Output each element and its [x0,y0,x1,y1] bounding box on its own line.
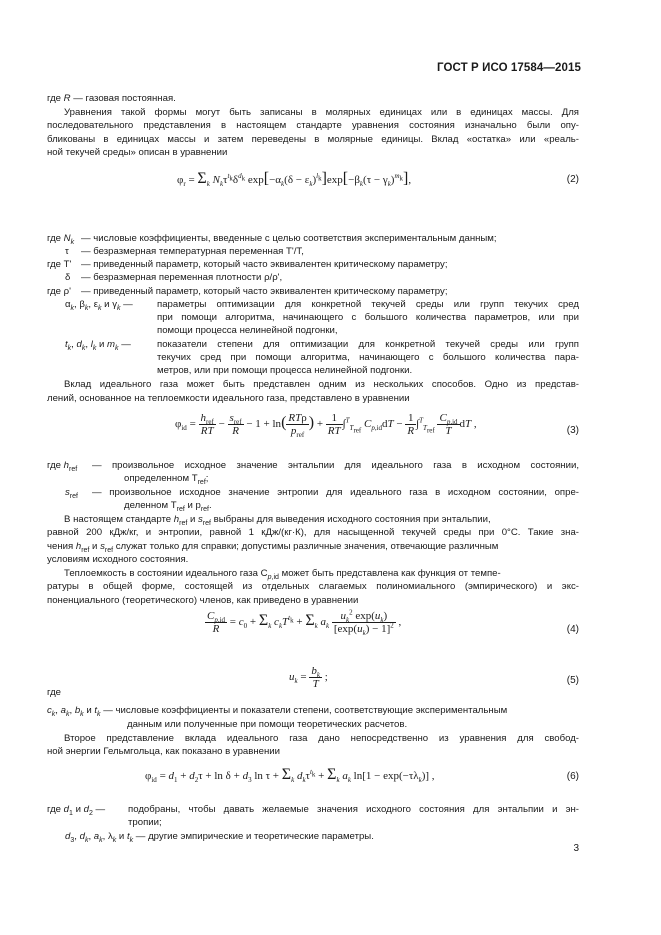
text-line: Второе представление вклада идеального газа дано непосредственно из уравнения для свобод- [64,733,579,744]
definition-term: $\alpha_k$, $\beta_k$, $\varepsilon_k$ и $\gamma_k$ — [65,299,133,312]
equation-number: (3) [566,425,579,436]
standard-header: ГОСТ Р ИСО 17584—2015 [436,62,581,74]
definition-text: $c_k$, $a_k$, $b_k$ и $t_k$ — числовые коэффициенты и показатели степени, соответствующие экспериментальным [47,705,508,718]
text-line: равной 200 кДж/кг, и энтропии, равной 1 кДж/(кг·К), для насыщенной текучей среды при 0°С. Такие зна- [47,527,579,538]
text-line: поненциального (теоретического) членов, как приведено в уравнении [47,595,359,606]
text-line: ратуры в общей форме, состоящей из отдельных слагаемых полиномиального (эмпирического) и экс- [47,581,579,592]
text-line: где [47,687,62,698]
definition-term: $t_k$, $d_k$, $l_k$ и $m_k$ — [65,339,131,352]
equation-5: $u_k$ = $\frac{b_k}{T}$ ; [289,665,328,690]
page-number: 3 [573,843,579,854]
definition-term: где $h_{ref}$ [47,460,78,473]
equation-3: $\varphi_{id}$ = $\frac{h_{ref}}{RT}$ − $\frac{s_{ref}}{R}$ − 1 + ln( $\frac{\text{RTρ}}{p_{ref}}$ ) + $\frac{1}{RT}$ ∫$^T_{T_{ref}}$ $C_{p,id}dT$ − $\frac{1}{R}$ ∫$^T_{T_{ref}}$ $\frac{C_{p,id}}{T}$ dT , [175,412,477,440]
definition-text: помощи процесса нелинейной подгонки, [157,325,338,336]
definition-text: параметры оптимизации для конкретной текучей среды или групп текучих сред [157,299,579,310]
text-line: Вклад идеального газа может быть представлен одним из нескольких способов. Одно из представ- [64,379,579,390]
definition-text: текучих сред при помощи алгоритма, начинающего с большого количества пара- [157,352,579,363]
text-line: лений, основанное на теплоемкости идеального газа, представлено в уравнении [47,393,410,404]
text-line: бликованы в единицах массы и затем переведены в молярные единицы. Вклад «остатка» или «реаль- [47,134,579,145]
definition-term: где ρ' [47,286,71,297]
text-line: В настоящем стандарте $h_{ref}$ и $s_{ref}$ выбраны для выведения исходного состояния при энтальпии, [64,514,491,527]
text-line: Теплоемкость в состоянии идеального газа $C_{p,id}$ может быть представлена как функция от темпе- [64,568,501,581]
definition-text: данным или полученные при помощи теоретических расчетов. [127,719,408,730]
definition-text: тропии; [128,817,162,828]
text-line: чения $h_{ref}$ и $s_{ref}$ служат только для справки; допустимы различные значения, отвечающие различным [47,541,499,554]
equation-number: (2) [566,174,579,185]
definition-term: где T' [47,259,72,270]
definition-text: — числовые коэффициенты, введенные с целью соответствия экспериментальным данным; [81,233,497,244]
text-line: где R — газовая постоянная. [47,93,176,104]
definition-text: деленном $T_{ref}$ и $p_{ref}$. [124,500,212,513]
definition-term: δ [65,272,71,283]
equation-number: (5) [566,675,579,686]
text-line: Уравнения такой формы могут быть записаны в молярных единицах или в единицах массы. Для [64,107,579,118]
definition-text: определенном $T_{ref}$; [124,473,209,486]
definition-term: где $N_k$ [47,233,75,246]
equation-6: $\varphi_{id} = d_1 + d_2\tau + \ln \delta + d_3$ $\ln \tau + \Sigma_k$ $d_k\tau^{t_k} + \Sigma_k$ $a_k$ $\ln[1 - \exp(-\tau\lambda_k)]$ , [145,766,435,785]
equation-2: $\varphi_r = \Sigma_k$ $N_k\tau^{t_k}\delta^{d_k}$ $\exp[-\alpha_k(\delta - \varepsilon_k)^{l_k}]\exp[-\beta_k(\tau - \gamma_k)^{m_k}]$, [177,170,412,189]
definition-text: при помощи алгоритма, начинающего с большого количества параметров, или при [157,312,579,323]
equation-number: (4) [566,624,579,635]
definition-term: $s_{ref}$ [65,487,78,500]
definition-text: подобраны, чтобы давать желаемые значения исходного состояния для энтальпии и эн- [128,804,579,815]
definition-text: метров, или при помощи процесса нелинейной подгонки. [157,365,413,376]
text-line: условиям исходного состояния. [47,554,189,565]
definition-text: — приведенный параметр, который часто эквивалентен критическому параметру; [81,286,448,297]
definition-text: — безразмерная температурная переменная T'/T, [81,246,304,257]
definition-term: τ [65,246,69,257]
definition-text: — произвольное исходное значение энтропии для идеального газа в исходном состоянии, опре- [92,487,579,498]
definition-text: $d_3$, $d_k$, $a_k$, $\lambda_k$ и $t_k$ — другие эмпирические и теоретические параметры. [65,831,374,844]
equation-number: (6) [566,771,579,782]
definition-term: где $d_1$ и $d_2$ — [47,804,106,817]
definition-text: — произвольное исходное значение энтальпии для идеального газа в исходном состоянии, [92,460,579,471]
definition-text: — приведенный параметр, который часто эквивалентен критическому параметру; [81,259,448,270]
definition-text: — безразмерная переменная плотности ρ/ρ', [81,272,283,283]
equation-4: $\frac{C_{p,id}}{R}$ = $c_0 + \Sigma_k$ $c_kT^{t_k} + \Sigma_k$ $a_k$ $\frac{u_k^2 \exp(u_k)}{[\exp(u_k) - 1]^2}$ , [207,608,402,638]
text-line: последовательного представления в настоящем стандарте уравнения состояния изначально были опу- [47,120,579,131]
text-line: ной энергии Гельмгольца, как показано в уравнении [47,746,281,757]
text-line: ной текучей среды» описан в уравнении [47,147,228,158]
definition-text: показатели степени для оптимизации для конкретной текучей среды или групп [157,339,579,350]
